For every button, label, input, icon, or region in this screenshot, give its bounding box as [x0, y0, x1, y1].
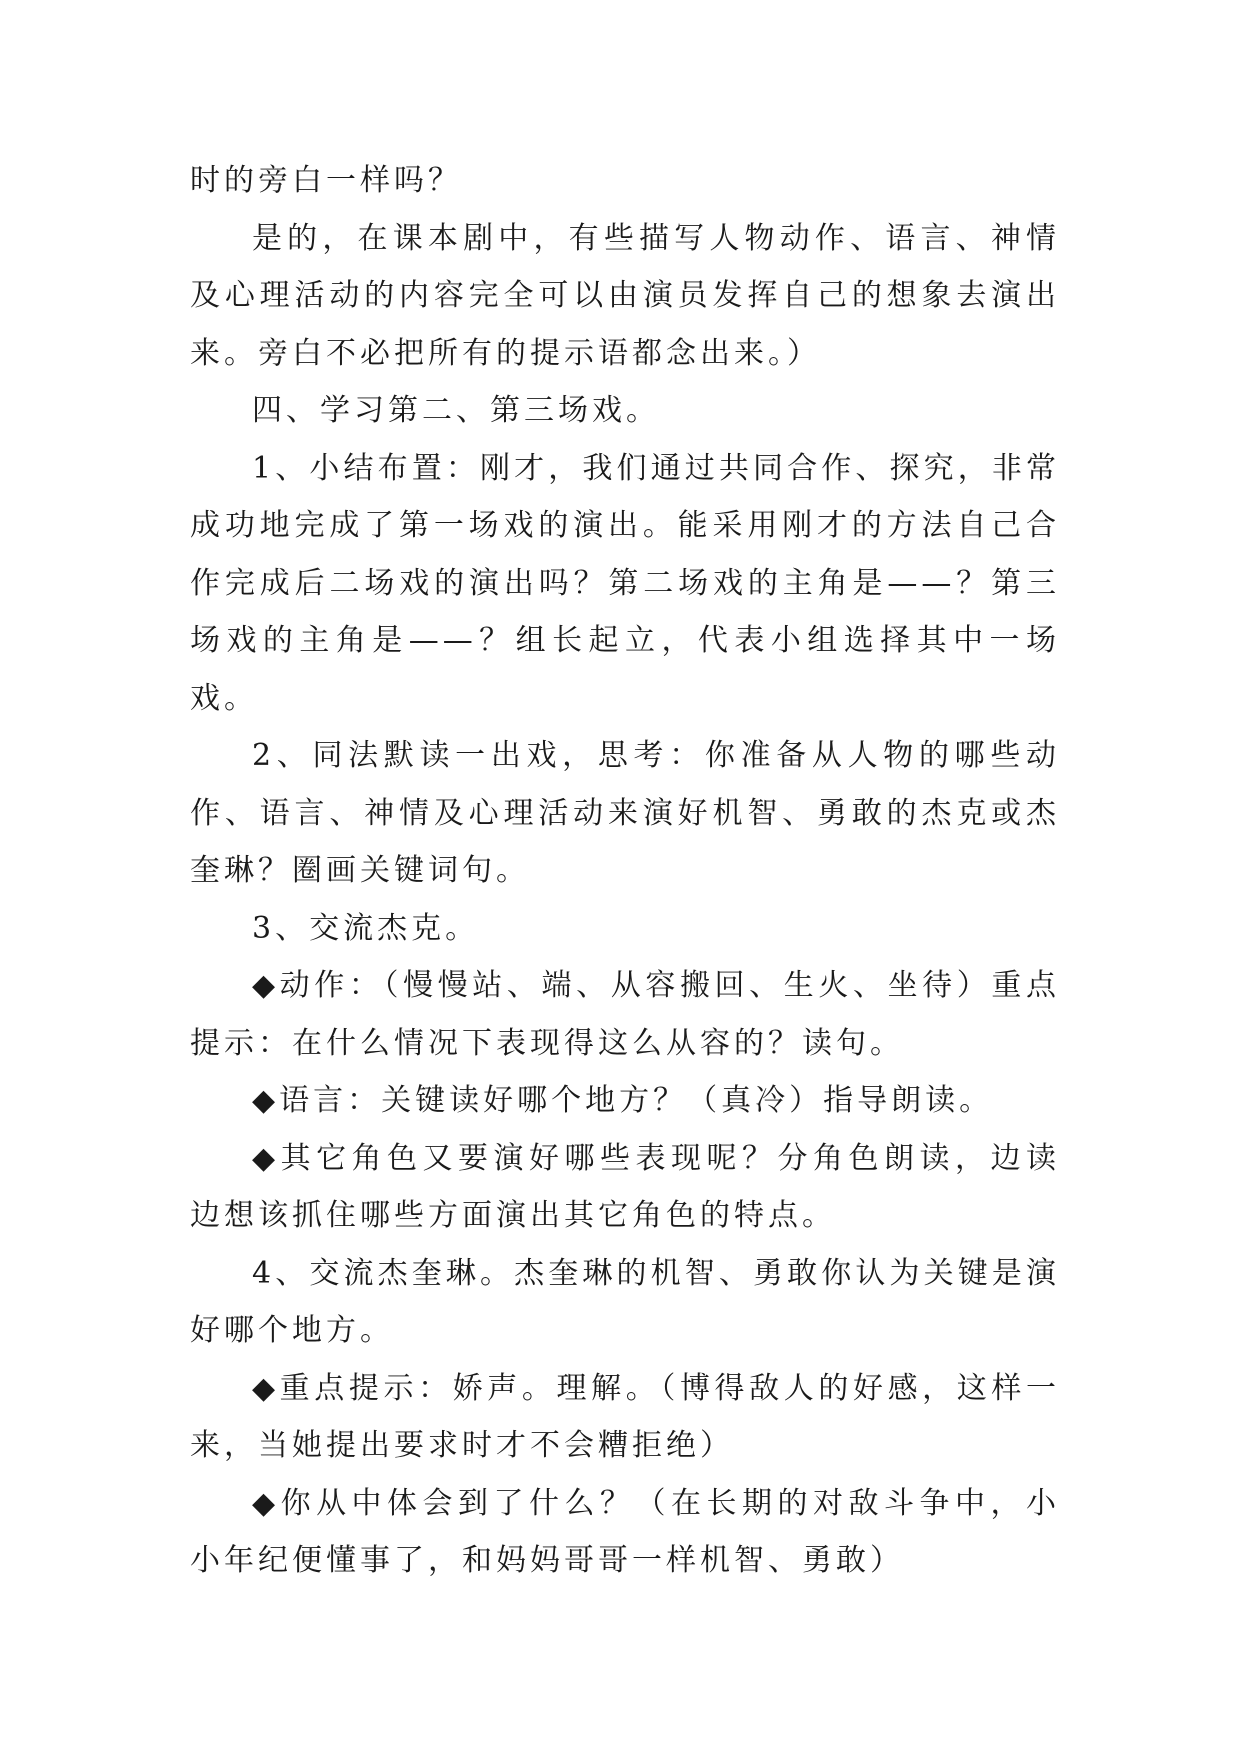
section-heading-four: 四、学习第二、第三场戏。 [252, 393, 660, 428]
document-body [190, 152, 1060, 1590]
paragraph-step-2: 2、同法默读一出戏，思考：你准备从人物的哪些动作、语言、神情及心理活动来演好机智、勇敢的杰克或杰奎琳？圈画关键词句。 [190, 738, 1060, 888]
paragraph-answer: 是的，在课本剧中，有些描写人物动作、语言、神情及心理活动的内容完全可以由演员发挥自己的想象去演出来。旁白不必把所有的提示语都念出来。） [190, 220, 1060, 371]
paragraph-step-4: 4、交流杰奎琳。杰奎琳的机智、勇敢你认为关键是演好哪个地方。 [190, 1255, 1060, 1348]
bullet-key-hint: ◆重点提示：娇声。理解。（博得敌人的好感，这样一来，当她提出要求时才不会糟拒绝） [190, 1370, 1060, 1463]
paragraph-step-1: 1、小结布置：刚才，我们通过共同合作、探究，非常成功地完成了第一场戏的演出。能采用刚才的方法自己合作完成后二场戏的演出吗？第二场戏的主角是——？第三场戏的主角是——？组长起立，代表小组选择其中一场戏。 [190, 450, 1060, 716]
paragraph-continuation: 时的旁白一样吗？ [190, 163, 462, 198]
bullet-action: ◆动作：（慢慢站、端、从容搬回、生火、坐待）重点提示：在什么情况下表现得这么从容的？读句。 [190, 968, 1060, 1061]
bullet-language: ◆语言：关键读好哪个地方？（真冷）指导朗读。 [252, 1083, 994, 1118]
bullet-reflection: ◆你从中体会到了什么？（在长期的对敌斗争中，小小年纪便懂事了，和妈妈哥哥一样机智、勇敢） [190, 1485, 1060, 1578]
paragraph-step-3: 3、交流杰克。 [252, 910, 480, 946]
bullet-other-roles: ◆其它角色又要演好哪些表现呢？分角色朗读，边读边想该抓住哪些方面演出其它角色的特点。 [190, 1140, 1060, 1233]
